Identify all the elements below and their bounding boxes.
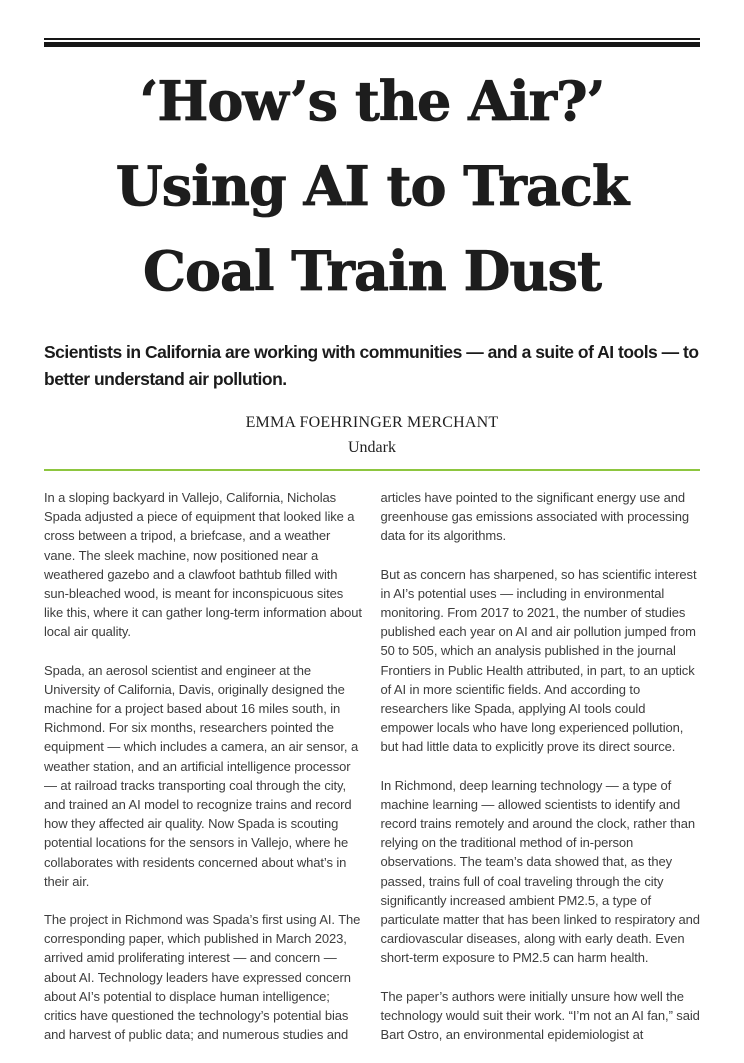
accent-divider (44, 469, 700, 471)
headline-line-1: ‘How’s the Air?’ (139, 69, 605, 133)
headline-line-2: Using AI to Track (115, 154, 629, 218)
article-paragraph: But as concern has sharpened, so has scientific interest in AI’s potential uses — including in environmental monitoring. From 2017 to 2021, the number of studies published each year on AI and air pollution jumped from 50 to 505, which an analysis published in the journal Frontiers in Public Health attributed, in part, to an uptick of AI in more scientific fields. And according to researchers like Spada, applying AI tools could empower locals who have long experienced pollution, but had little data to explicitly prove its direct source. (380, 566, 697, 755)
article-byline: EMMA FOEHRINGER MERCHANT (245, 414, 499, 431)
article-paragraph: articles have pointed to the significant energy use and greenhouse gas emissions associated with processing data for its algorithms. (380, 490, 690, 544)
article-paragraph: In a sloping backyard in Vallejo, California, Nicholas Spada adjusted a piece of equipment that looked like a cross between a tripod, a briefcase, and a weather vane. The sleek machine, now positioned near a weathered gazebo and a clawfoot bathtub filled with sun-bleached wood, is meant for inconspicuous sites like this, where it can gather long-term information about local air quality. (44, 490, 362, 640)
headline-line-3: Coal Train Dust (142, 239, 601, 303)
article-body (44, 488, 700, 1063)
article-paragraph: The project in Richmond was Spada’s first using AI. The corresponding paper, which published in March 2023, arrived amid proliferating interest — and concern — about AI. Technology leaders have expressed concern about AI’s potential to displace human intelligence; critics have questioned the technology’s potential bias and harvest of public data; and numerous studies and (44, 912, 361, 1043)
article-standfirst: Scientists in California are working with communities — and a suite of AI tools — to better understand air pollution. (44, 342, 699, 389)
top-double-rule (44, 38, 700, 47)
article-headline (44, 59, 700, 314)
body-column-left (44, 488, 364, 1063)
article-paragraph: Spada, an aerosol scientist and engineer at the University of California, Davis, originally designed the machine for a project based about 16 miles south, in Richmond. For six months, researchers pointed the equipment — which includes a camera, an air sensor, a weather station, and an artificial intelligence processor — at railroad tracks transporting coal through the city, and trained an AI model to recognize trains and record how they affected air quality. Now Spada is scouting potential locations for the sensors in Vallejo, where he collaborates with residents concerned about what’s in their air. (44, 662, 359, 889)
article-paragraph: In Richmond, deep learning technology — a type of machine learning — allowed scientists to identify and record trains remotely and around the clock, rather than relying on the traditional method of in-person observations. The team’s data showed that, as they passed, trains full of coal traveling through the city significantly increased ambient PM2.5, a type of particulate matter that has been linked to respiratory and cardiovascular diseases, along with early death. Even short-term exposure to PM2.5 can harm health. (380, 777, 700, 966)
publication-name: Undark (348, 439, 396, 456)
body-column-right (381, 488, 701, 1063)
article-paragraph: The paper’s authors were initially unsure how well the technology would suit their work. “I’m not an AI fan,” said Bart Ostro, an environmental epidemiologist at (380, 988, 700, 1043)
